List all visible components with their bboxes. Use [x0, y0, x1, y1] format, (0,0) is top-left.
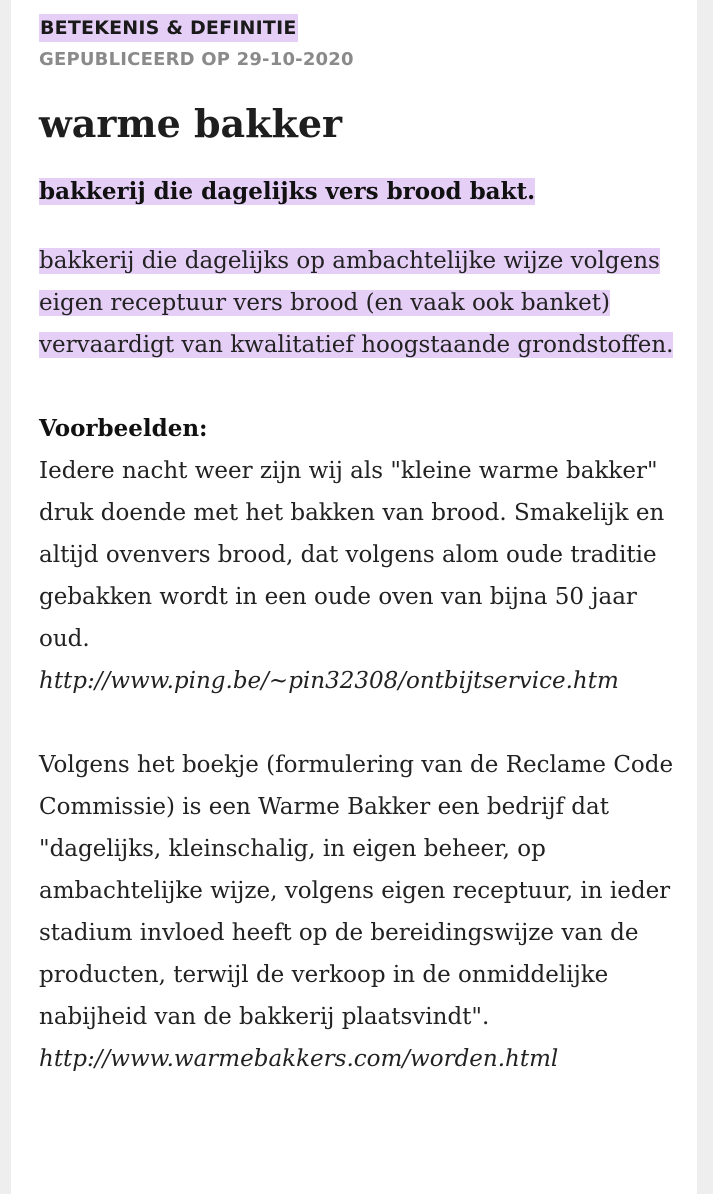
category-label[interactable]: BETEKENIS & DEFINITIE: [39, 14, 298, 42]
entry-summary: [39, 174, 679, 210]
summary-text: bakkerij die dagelijks vers brood bakt.: [39, 178, 536, 205]
published-date: GEPUBLICEERD OP 29-10-2020: [39, 49, 354, 70]
entry-definition: [39, 240, 679, 366]
category-row: [39, 14, 679, 42]
example-spacer: [39, 702, 679, 744]
entry-title: warme bakker: [39, 101, 343, 146]
entry-content: [39, 14, 679, 1080]
example-1-source: http://www.ping.be/~pin32308/ontbijtservice.htm: [39, 668, 619, 694]
example-1-text: Iedere nacht weer zijn wij als "kleine warme bakker" druk doende met het bakken van brood. Smakelijk en altijd ovenvers brood, dat volgens alom oude traditie gebakken wordt in een oude oven van bijna 50 jaar oud.: [39, 458, 665, 652]
example-2-text: Volgens het boekje (formulering van de Reclame Code Commissie) is een Warme Bakker een bedrijf dat "dagelijks, kleinschalig, in eigen beheer, op ambachtelijke wijze, volgens eigen receptuur, in ieder stadium invloed heeft op de bereidingswijze van de producten, terwijl de verkoop in de onmiddelijke nabijheid van de bakkerij plaatsvindt".: [39, 752, 674, 1030]
definition-card: [11, 0, 697, 1194]
examples-heading: Voorbeelden:: [39, 415, 208, 442]
definition-text: bakkerij die dagelijks op ambachtelijke wijze volgens eigen receptuur vers brood (en vaak ook banket) vervaardigt van kwalitatief hoogstaande grondstoffen.: [39, 248, 674, 358]
example-2-source: http://www.warmebakkers.com/worden.html: [39, 1046, 559, 1072]
